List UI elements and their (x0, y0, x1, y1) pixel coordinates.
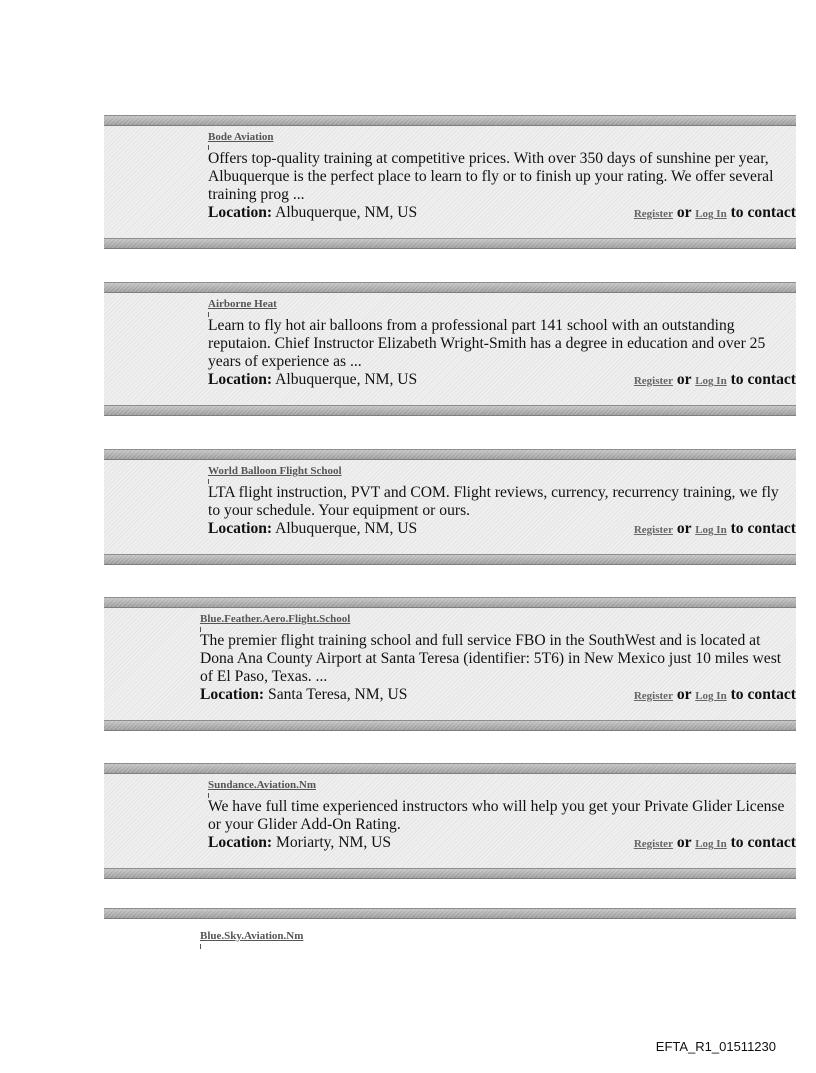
listing-body (104, 460, 796, 554)
listing-top-bar (104, 449, 796, 460)
listing-body (104, 774, 796, 868)
location-row (208, 204, 796, 222)
login-link[interactable]: Log In (695, 208, 727, 220)
listing-name-link[interactable]: Bode Aviation (208, 131, 796, 143)
contact-prompt (634, 686, 796, 705)
listing-body (104, 919, 796, 942)
or-text: or (676, 834, 692, 851)
to-contact-text: to contact (730, 520, 796, 537)
listing-card (104, 908, 796, 942)
listing-description: We have full time experienced instructors who will help you get your Private Glider License or your Glider Add-On Rating. (208, 798, 785, 833)
or-text: or (676, 686, 692, 703)
location-value: Albuquerque, NM, US (275, 204, 418, 221)
to-contact-text: to contact (730, 686, 796, 703)
to-contact-text: to contact (730, 834, 796, 851)
listing-description: Offers top-quality training at competitive prices. With over 350 days of sunshine per year, Albuquerque is the perfect place to learn to fly or to finish up your rating. We offer several training prog ... (208, 150, 774, 203)
listing-body (104, 608, 796, 720)
login-link[interactable]: Log In (695, 838, 727, 850)
listing-top-bar (104, 282, 796, 293)
or-text: or (676, 371, 692, 388)
listing-name-link[interactable]: Sundance.Aviation.Nm (208, 779, 796, 791)
listing-name-link[interactable]: World Balloon Flight School (208, 465, 796, 477)
location-value: Moriarty, NM, US (276, 834, 392, 851)
location-value: Albuquerque, NM, US (275, 371, 418, 388)
to-contact-text: to contact (730, 204, 796, 221)
listing-top-bar (104, 763, 796, 774)
listing-name-link[interactable]: Blue.Feather.Aero.Flight.School (200, 613, 796, 625)
register-link[interactable]: Register (633, 524, 673, 536)
login-link[interactable]: Log In (695, 375, 727, 387)
contact-prompt (634, 834, 796, 853)
listing-top-bar (104, 908, 796, 919)
listing-body (104, 293, 796, 405)
login-link[interactable]: Log In (695, 524, 727, 536)
listing-description: The premier flight training school and full service FBO in the SouthWest and is located at Dona Ana County Airport at Santa Teresa (identifier: 5T6) in New Mexico just 10 miles west of El Paso, Texas. ... (200, 632, 782, 685)
register-link[interactable]: Register (633, 838, 673, 850)
listing-bottom-bar (104, 720, 796, 731)
or-text: or (676, 520, 692, 537)
listing-name-link[interactable]: Blue.Sky.Aviation.Nm (200, 930, 796, 942)
listing-bottom-bar (104, 238, 796, 249)
listing-bottom-bar (104, 554, 796, 565)
to-contact-text: to contact (730, 371, 796, 388)
document-id: EFTA_R1_01511230 (655, 1039, 776, 1054)
location-row (208, 834, 796, 852)
location-row (208, 371, 796, 389)
listing-card (104, 763, 796, 879)
register-link[interactable]: Register (633, 375, 673, 387)
location-label: Location: (208, 834, 273, 851)
listing-card (104, 282, 796, 416)
contact-prompt (634, 520, 796, 539)
location-label: Location: (200, 686, 265, 703)
listing-name-link[interactable]: Airborne Heat (208, 298, 796, 310)
listing-description: Learn to fly hot air balloons from a professional part 141 school with an outstanding reputaion. Chief Instructor Elizabeth Wright-Smith has a degree in education and over 25 years of experience as ... (208, 317, 766, 370)
location-label: Location: (208, 520, 273, 537)
listing-top-bar (104, 597, 796, 608)
listing-bottom-bar (104, 405, 796, 416)
listing-bottom-bar (104, 868, 796, 879)
location-row (208, 520, 796, 538)
location-label: Location: (208, 371, 273, 388)
location-label: Location: (208, 204, 273, 221)
location-value: Santa Teresa, NM, US (268, 686, 408, 703)
or-text: or (676, 204, 692, 221)
login-link[interactable]: Log In (695, 690, 727, 702)
listing-card (104, 449, 796, 565)
contact-prompt (634, 371, 796, 390)
listing-body (104, 126, 796, 238)
register-link[interactable]: Register (633, 690, 673, 702)
contact-prompt (634, 204, 796, 223)
listing-card (104, 597, 796, 731)
location-row (200, 686, 796, 704)
listing-card (104, 115, 796, 249)
listing-description: LTA flight instruction, PVT and COM. Flight reviews, currency, recurrency training, we fly to your schedule. Your equipment or ours. (208, 484, 779, 519)
listing-top-bar (104, 115, 796, 126)
register-link[interactable]: Register (633, 208, 673, 220)
location-value: Albuquerque, NM, US (275, 520, 418, 537)
